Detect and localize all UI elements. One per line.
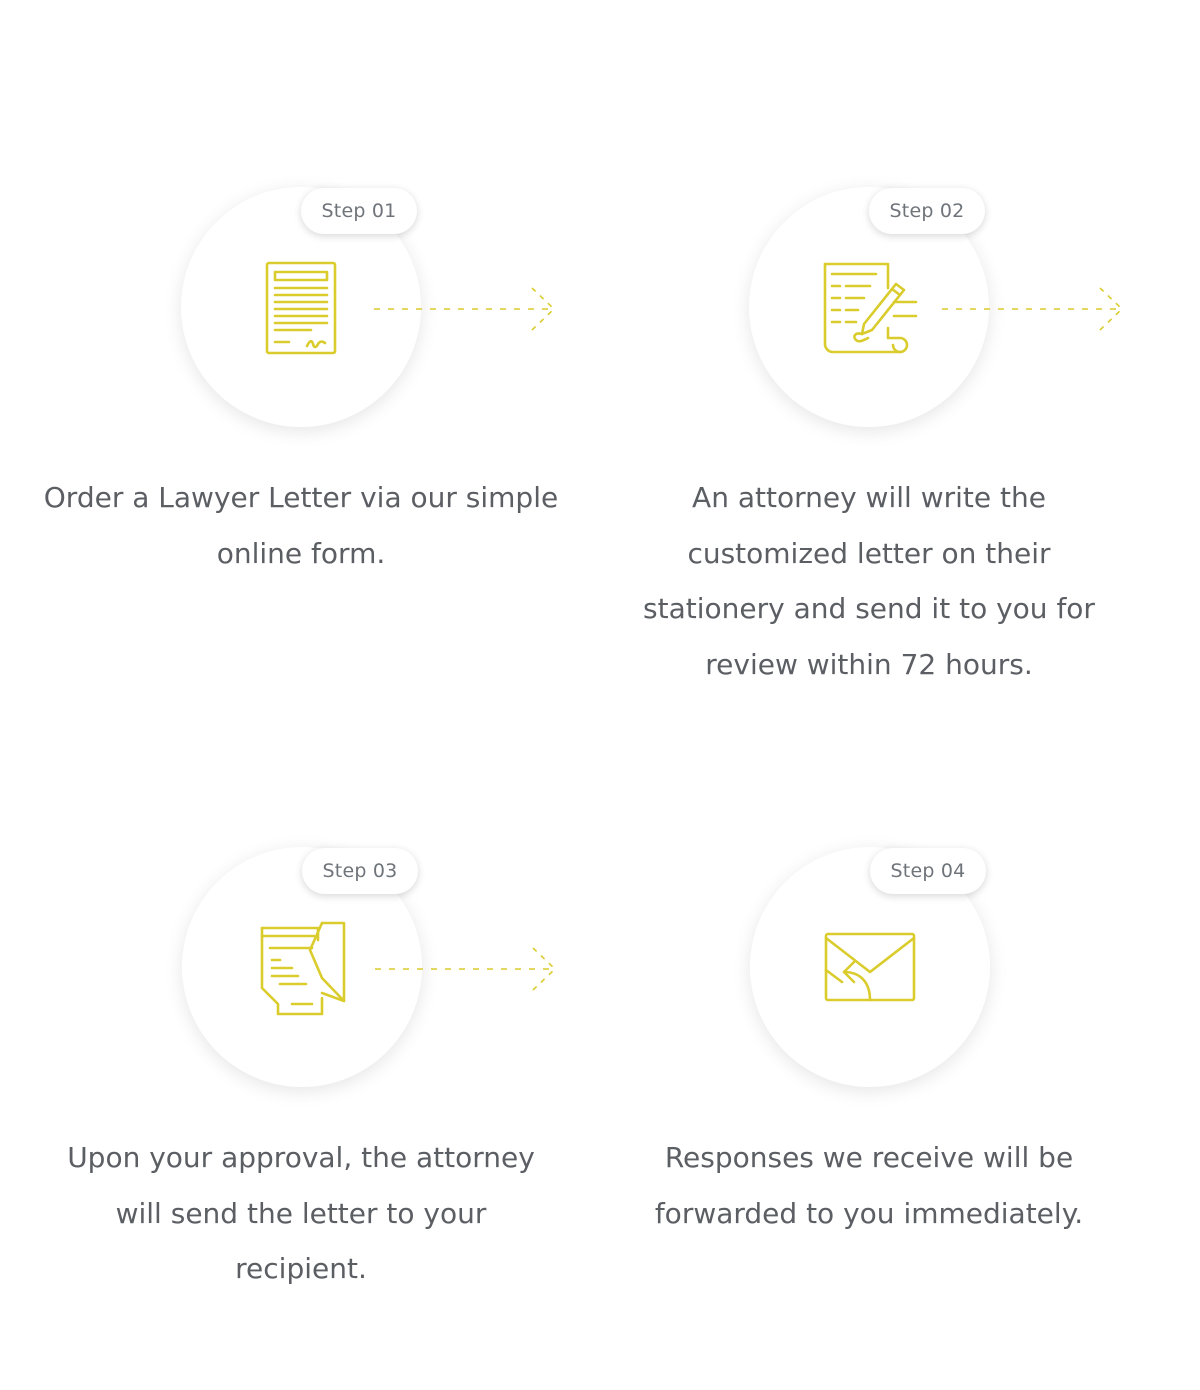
step-03-description: Upon your approval, the attorney will send the letter to your recipient. (67, 1141, 535, 1285)
step-02 (568, 0, 1168, 700)
step-03-arrow-icon (373, 944, 558, 994)
step-04 (568, 660, 1168, 1360)
step-02-badge: Step 02 (869, 188, 985, 234)
letter-envelope-icon (252, 918, 352, 1018)
step-03 (0, 660, 600, 1360)
step-04-description: Responses we receive will be forwarded to you immediately. (654, 1141, 1084, 1230)
step-01-description: Order a Lawyer Letter via our simple online form. (43, 481, 559, 570)
step-02-arrow-icon (940, 284, 1125, 334)
step-01-badge: Step 01 (301, 188, 417, 234)
step-01-arrow-icon (372, 284, 557, 334)
step-01 (0, 0, 600, 700)
step-02-description: An attorney will write the customized letter on their stationery and send it to you for review within 72 hours. (643, 481, 1095, 681)
envelope-reply-icon (820, 918, 920, 1018)
step-03-badge: Step 03 (302, 848, 418, 894)
signing-document-icon (820, 258, 920, 358)
step-04-badge: Step 04 (870, 848, 986, 894)
document-icon (251, 258, 351, 358)
